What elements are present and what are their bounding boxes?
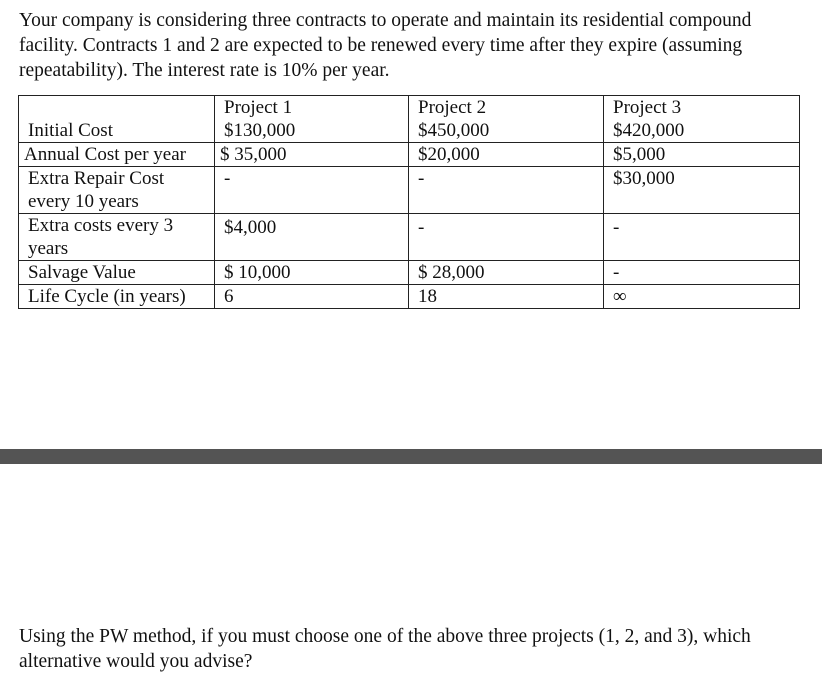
table-row-initial-cost: [19, 96, 800, 143]
project-1-extra-costs: $4,000: [215, 214, 409, 261]
extra-costs-label-cell: [19, 214, 215, 261]
project-2-extra-costs: -: [409, 214, 604, 261]
project-3-salvage: -: [604, 261, 800, 285]
project-3-annual-cost: $5,000: [604, 143, 800, 167]
question-line-2: alternative would you advise?: [19, 651, 253, 672]
initial-cost-label-cell: [19, 96, 215, 143]
section-divider: [0, 449, 822, 464]
extra-repair-label-line-1: Extra Repair Cost: [28, 168, 165, 189]
project-3-initial-cell: [604, 96, 800, 143]
project-1-header: Project 1: [224, 97, 293, 118]
life-cycle-label: Life Cycle (in years): [19, 285, 215, 309]
project-3-header: Project 3: [613, 97, 682, 118]
table-row-salvage: [19, 261, 800, 285]
extra-repair-label-cell: [19, 167, 215, 214]
question-text: [19, 624, 809, 674]
project-2-header: Project 2: [418, 97, 487, 118]
project-3-extra-repair: $30,000: [604, 167, 800, 214]
project-2-annual-cost: $20,000: [409, 143, 604, 167]
intro-line-1: Your company is considering three contracts to operate and maintain its residential compound: [19, 10, 752, 31]
table-row-annual-cost: [19, 143, 800, 167]
intro-line-3: repeatability). The interest rate is 10% per year.: [19, 60, 390, 81]
table-row-extra-repair: [19, 167, 800, 214]
project-2-initial-cost: $450,000: [418, 120, 490, 141]
project-3-extra-costs: -: [604, 214, 800, 261]
question-line-1: Using the PW method, if you must choose one of the above three projects (1, 2, and 3), which: [19, 626, 751, 647]
initial-cost-label: Initial Cost: [28, 120, 113, 141]
project-1-initial-cell: [215, 96, 409, 143]
intro-line-2: facility. Contracts 1 and 2 are expected to be renewed every time after they expire (assuming: [19, 35, 743, 56]
extra-costs-label-line-2: years: [28, 238, 69, 259]
table-row-extra-costs: [19, 214, 800, 261]
problem-statement: [19, 8, 809, 83]
extra-repair-label-line-2: every 10 years: [28, 191, 139, 212]
project-2-salvage: $ 28,000: [409, 261, 604, 285]
project-3-initial-cost: $420,000: [613, 120, 685, 141]
extra-costs-label-line-1: Extra costs every 3: [28, 215, 174, 236]
project-2-initial-cell: [409, 96, 604, 143]
table-row-life-cycle: [19, 285, 800, 309]
project-1-life-cycle: 6: [215, 285, 409, 309]
annual-cost-label: Annual Cost per year: [19, 143, 215, 167]
project-2-extra-repair: -: [409, 167, 604, 214]
project-1-salvage: $ 10,000: [215, 261, 409, 285]
contracts-table: [18, 95, 800, 309]
project-1-extra-repair: -: [215, 167, 409, 214]
salvage-label: Salvage Value: [19, 261, 215, 285]
project-2-life-cycle: 18: [409, 285, 604, 309]
project-1-initial-cost: $130,000: [224, 120, 296, 141]
project-3-life-cycle: ∞: [604, 285, 800, 309]
project-1-annual-cost: $ 35,000: [215, 143, 409, 167]
